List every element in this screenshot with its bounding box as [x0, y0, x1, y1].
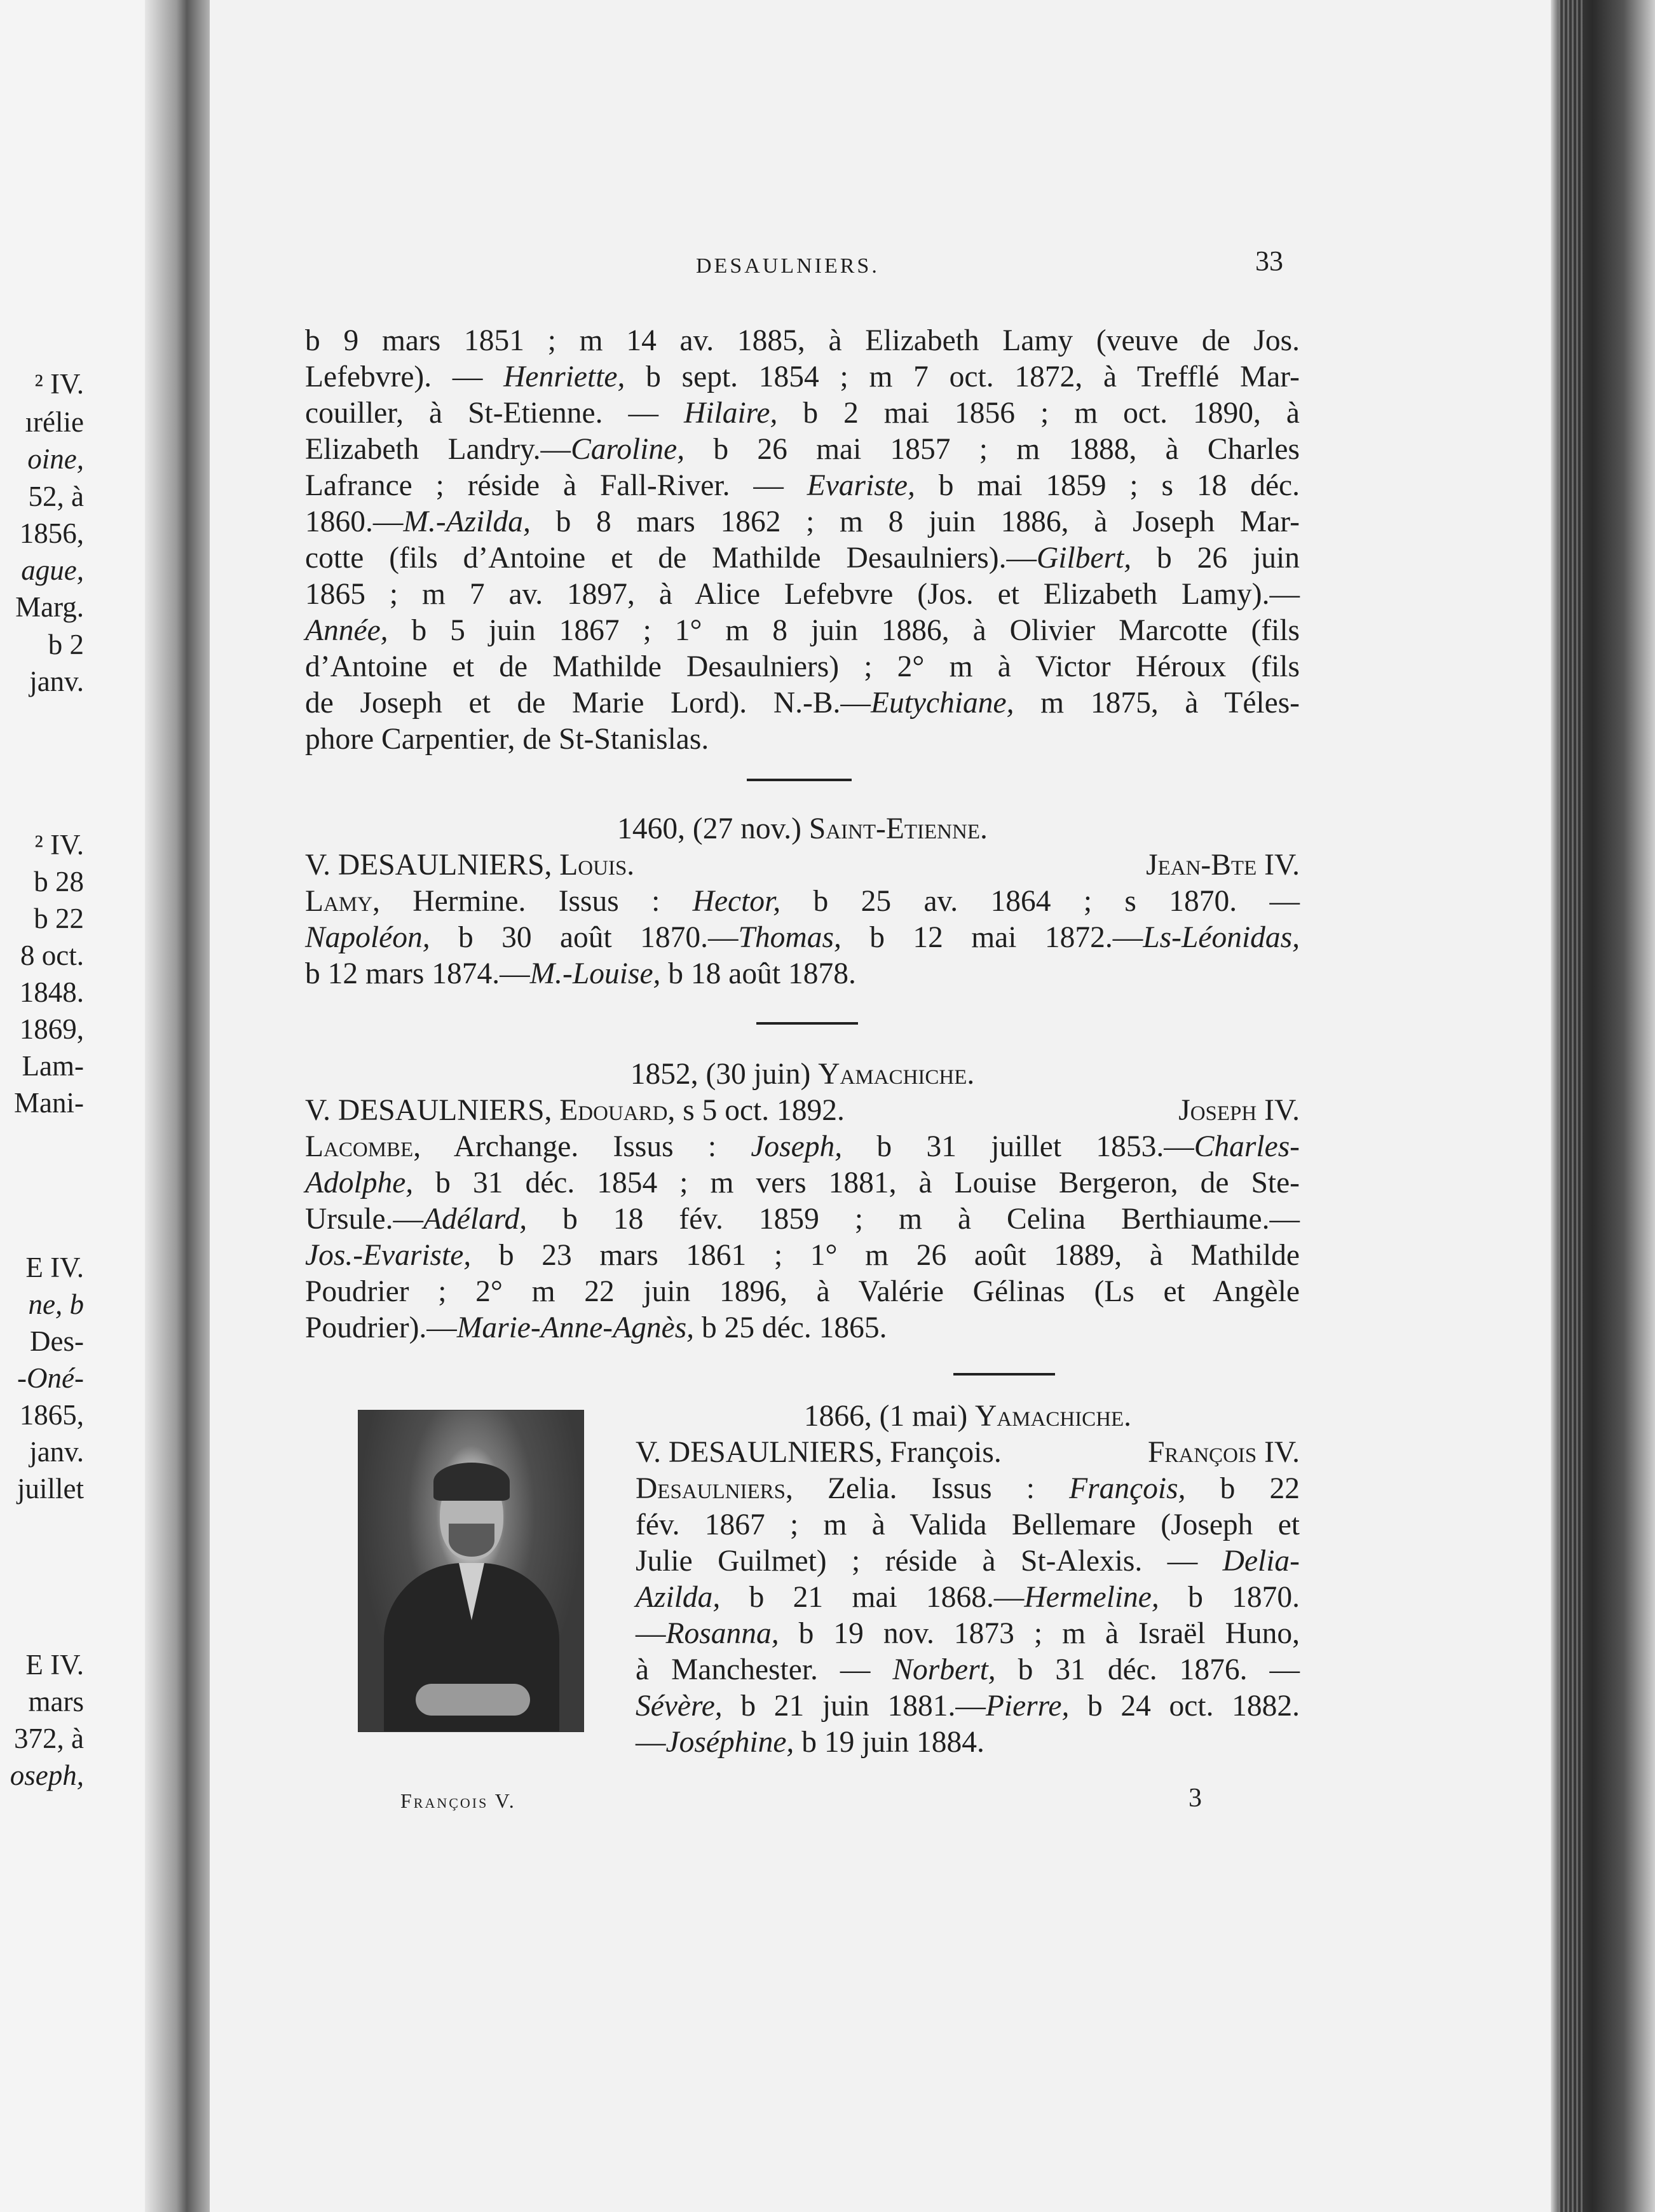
text-run: phore Carpentier, de St-Stanislas.: [305, 723, 709, 756]
entry-date: 1460, (27 nov.): [617, 812, 809, 845]
entry-parent: Joseph IV.: [1178, 1094, 1300, 1127]
entry-parent: François IV.: [1147, 1436, 1300, 1469]
text-run: b 31 juillet 1853.—: [842, 1130, 1194, 1163]
italic-name: Caroline,: [571, 433, 685, 466]
text-line: [305, 884, 1300, 920]
text-run: , Zelia. Issus :: [785, 1472, 1070, 1505]
text-run: Lefebvre). —: [305, 360, 504, 393]
italic-name: Gilbert,: [1036, 542, 1132, 575]
text-run: à Manchester. —: [636, 1653, 893, 1686]
text-run: b 2 mai 1856 ; m oct. 1890, à: [777, 397, 1300, 430]
text-run: b 23 mars 1861 ; 1° m 26 août 1889, à Mathilde: [471, 1239, 1300, 1272]
text-line: [305, 1274, 1300, 1310]
text-line: [305, 1201, 1300, 1238]
entry-name-line: [636, 1435, 1300, 1471]
entry-burial: s 5 oct. 1892.: [675, 1094, 845, 1127]
left-page-line: juillet: [17, 1473, 84, 1505]
left-page-line: Mani-: [14, 1087, 84, 1119]
book-edge-pages: [1558, 0, 1584, 2212]
left-page-line: b 2: [48, 629, 84, 660]
italic-name: Delia-: [1222, 1545, 1300, 1578]
text-run: b mai 1859 ; s 18 déc.: [915, 469, 1300, 502]
left-page-line: b 28: [34, 866, 84, 898]
text-run: b 18 fév. 1859 ; m à Celina Berthiaume.—: [527, 1203, 1300, 1236]
left-page-line: 52, à: [28, 481, 84, 512]
left-page-line: E IV.: [25, 1252, 84, 1283]
italic-name: Marie-Anne-Agnès,: [456, 1311, 695, 1344]
text-line: [305, 323, 1300, 359]
entry-given-name: Louis.: [559, 849, 635, 882]
left-page-line: 372, à: [14, 1723, 84, 1754]
left-page-line: Des-: [30, 1325, 84, 1357]
italic-name: Charles-: [1194, 1130, 1300, 1163]
text-line: [305, 1165, 1300, 1201]
left-page-line: 1856,: [19, 517, 84, 549]
text-run: Elizabeth Landry.—: [305, 433, 571, 466]
text-line: [636, 1688, 1300, 1724]
italic-name: M.-Louise,: [529, 957, 661, 990]
text-line: [305, 685, 1300, 721]
text-line: [636, 1580, 1300, 1616]
text-run: b 31 déc. 1876. —: [995, 1653, 1300, 1686]
text-run: b 9 mars 1851 ; m 14 av. 1885, à Elizabeth Lamy (veuve de Jos.: [305, 324, 1300, 357]
entry-1866: [636, 1398, 1300, 1761]
portrait-photo: [358, 1410, 584, 1732]
text-line: [636, 1724, 1300, 1761]
text-run: m 1875, à Téles-: [1014, 686, 1300, 720]
italic-name: Azilda,: [636, 1581, 721, 1614]
text-line: [305, 577, 1300, 613]
text-run: fév. 1867 ; m à Valida Bellemare (Joseph et: [636, 1508, 1300, 1541]
text-line: [305, 540, 1300, 577]
italic-name: Adolphe,: [305, 1166, 414, 1199]
entry-parent: Jean-Bte IV.: [1146, 849, 1300, 882]
text-line: [305, 468, 1300, 504]
text-run: —: [636, 1617, 666, 1650]
italic-name: Thomas,: [738, 921, 841, 954]
entry-place: Yamachiche.: [818, 1058, 975, 1091]
text-line: [305, 395, 1300, 432]
entry-surname: V. DESAULNIERS,: [305, 849, 560, 882]
text-run: b 24 oct. 1882.: [1069, 1690, 1300, 1723]
text-run: b 21 mai 1868.—: [720, 1581, 1025, 1614]
left-page-line: Lam-: [22, 1050, 84, 1082]
text-run: , Archange. Issus :: [413, 1130, 751, 1163]
left-page-line: 1865,: [19, 1399, 84, 1431]
text-run: b 19 nov. 1873 ; m à Israël Huno,: [779, 1617, 1300, 1650]
text-run: b 5 juin 1867 ; 1° m 8 juin 1886, à Olivier Marcotte (fils: [388, 614, 1300, 647]
text-line: [305, 721, 1300, 758]
text-run: Ursule.—: [305, 1203, 424, 1236]
entry-date: 1866, (1 mai): [803, 1400, 976, 1433]
text-run: b 26 juin: [1131, 542, 1300, 575]
text-line: [305, 613, 1300, 649]
text-run: Lacombe: [305, 1130, 414, 1163]
separator-rule: [747, 779, 852, 781]
left-page-line: ırélie: [25, 406, 84, 438]
left-page-line: -Oné-: [17, 1362, 84, 1394]
text-line: [305, 1129, 1300, 1165]
italic-name: Rosanna,: [665, 1617, 779, 1650]
signature-mark: 3: [1188, 1784, 1202, 1813]
text-line: [305, 649, 1300, 685]
italic-name: M.-Azilda,: [403, 505, 531, 538]
entry-surname: V. DESAULNIERS,: [305, 1094, 560, 1127]
text-run: d’Antoine et de Mathilde Desaulniers) ; 2° m à Victor Héroux (fils: [305, 650, 1300, 683]
text-run: Lafrance ; réside à Fall-River. —: [305, 469, 807, 502]
text-run: Desaulniers: [636, 1472, 786, 1505]
italic-name: Henriette,: [503, 360, 625, 393]
entry-1852: [305, 1056, 1300, 1346]
italic-name: Sévère,: [636, 1690, 723, 1723]
left-page-line: ² IV.: [34, 829, 84, 861]
text-line: [305, 359, 1300, 395]
left-page-line: b 22: [34, 903, 84, 934]
left-page-line: oseph,: [10, 1759, 84, 1791]
text-line: [305, 1238, 1300, 1274]
text-line: [636, 1652, 1300, 1688]
italic-name: François,: [1069, 1472, 1186, 1505]
italic-name: Jos.-Evariste,: [305, 1239, 472, 1272]
left-page-line: oine,: [27, 443, 84, 475]
text-run: b 26 mai 1857 ; m 1888, à Charles: [684, 433, 1300, 466]
entry-name-line: [305, 1093, 1300, 1129]
left-page-line: Marg.: [15, 591, 84, 623]
page-number: 33: [1255, 245, 1283, 276]
text-run: b 19 juin 1884.: [794, 1726, 984, 1759]
italic-name: Joseph,: [751, 1130, 843, 1163]
text-line: [305, 504, 1300, 540]
italic-name: Adélard,: [423, 1203, 528, 1236]
left-page-line: 1869,: [19, 1013, 84, 1045]
left-page-line: mars: [28, 1686, 84, 1717]
left-page-line: E IV.: [25, 1649, 84, 1681]
entry-heading: [305, 811, 1300, 847]
italic-name: Norbert,: [892, 1653, 996, 1686]
entry-heading: [305, 1056, 1300, 1093]
entry-text: [305, 1129, 1300, 1346]
entry-date: 1852, (30 juin): [630, 1058, 819, 1091]
left-page-line: janv.: [29, 1436, 84, 1468]
text-line: [636, 1471, 1300, 1507]
text-line: [305, 920, 1300, 956]
text-run: b 21 juin 1881.—: [722, 1690, 986, 1723]
text-run: b 25 déc. 1865.: [694, 1311, 887, 1344]
text-run: b sept. 1854 ; m 7 oct. 1872, à Trefflé Mar-: [625, 360, 1300, 393]
italic-name: Eutychiane,: [870, 686, 1014, 720]
text-run: Lamy: [305, 885, 373, 918]
text-run: de Joseph et de Marie Lord). N.-B.—: [305, 686, 871, 720]
text-line: [305, 1310, 1300, 1346]
entry-1460: [305, 811, 1300, 992]
separator-rule: [953, 1373, 1055, 1376]
italic-name: Napoléon,: [305, 921, 430, 954]
entry-place: Saint-Etienne.: [808, 812, 988, 845]
text-run: cotte (fils d’Antoine et de Mathilde Desaulniers).—: [305, 542, 1037, 575]
text-run: b 18 août 1878.: [660, 957, 856, 990]
italic-name: Ls-Léonidas,: [1143, 921, 1300, 954]
running-title: DESAULNIERS.: [696, 254, 880, 278]
italic-name: Joséphine,: [665, 1726, 794, 1759]
text-run: b 12 mai 1872.—: [841, 921, 1143, 954]
text-line: [305, 432, 1300, 468]
text-run: b 25 av. 1864 ; s 1870. —: [780, 885, 1300, 918]
entry-heading: [636, 1398, 1300, 1435]
text-run: 1865 ; m 7 av. 1897, à Alice Lefebvre (Jos. et Elizabeth Lamy).—: [305, 578, 1300, 611]
entry-text: [305, 884, 1300, 992]
text-run: b 22: [1185, 1472, 1300, 1505]
entry-name-line: [305, 847, 1300, 884]
italic-name: Hilaire,: [684, 397, 778, 430]
left-page-line: janv.: [29, 666, 84, 697]
text-run: Poudrier ; 2° m 22 juin 1896, à Valérie Gélinas (Ls et Angèle: [305, 1275, 1300, 1308]
text-run: b 12 mars 1874.—: [305, 957, 530, 990]
text-line: [636, 1616, 1300, 1652]
text-run: couiller, à St-Etienne. —: [305, 397, 684, 430]
left-page-line: ne, b: [28, 1288, 84, 1320]
text-run: , Hermine. Issus :: [372, 885, 693, 918]
left-page-line: 8 oct.: [20, 939, 84, 971]
left-page-line: ague,: [21, 554, 84, 586]
italic-name: Pierre,: [985, 1690, 1070, 1723]
text-run: 1860.—: [305, 505, 404, 538]
text-run: b 1870.: [1159, 1581, 1300, 1614]
entry-place: Yamachiche.: [975, 1400, 1132, 1433]
entry-given-name: Edouard,: [559, 1094, 676, 1127]
left-page-line: ² IV.: [34, 368, 84, 400]
italic-name: Hermeline,: [1024, 1581, 1159, 1614]
entry-text: [636, 1471, 1300, 1761]
separator-rule: [756, 1022, 858, 1025]
entry-surname: V. DESAULNIERS, François.: [636, 1436, 1002, 1469]
photo-caption: François V.: [400, 1789, 516, 1812]
text-run: Julie Guilmet) ; réside à St-Alexis. —: [636, 1545, 1223, 1578]
text-line: [305, 956, 1300, 992]
continued-entry-text: [305, 323, 1300, 758]
text-run: Poudrier).—: [305, 1311, 457, 1344]
italic-name: Année,: [305, 614, 388, 647]
text-run: b 30 août 1870.—: [430, 921, 739, 954]
text-line: [636, 1507, 1300, 1543]
text-line: [636, 1543, 1300, 1580]
text-run: b 31 déc. 1854 ; m vers 1881, à Louise Bergeron, de Ste-: [413, 1166, 1300, 1199]
left-page-line: 1848.: [19, 976, 84, 1008]
text-run: —: [636, 1726, 666, 1759]
text-run: b 8 mars 1862 ; m 8 juin 1886, à Joseph Mar-: [530, 505, 1300, 538]
italic-name: Evariste,: [807, 469, 915, 502]
italic-name: Hector,: [692, 885, 781, 918]
